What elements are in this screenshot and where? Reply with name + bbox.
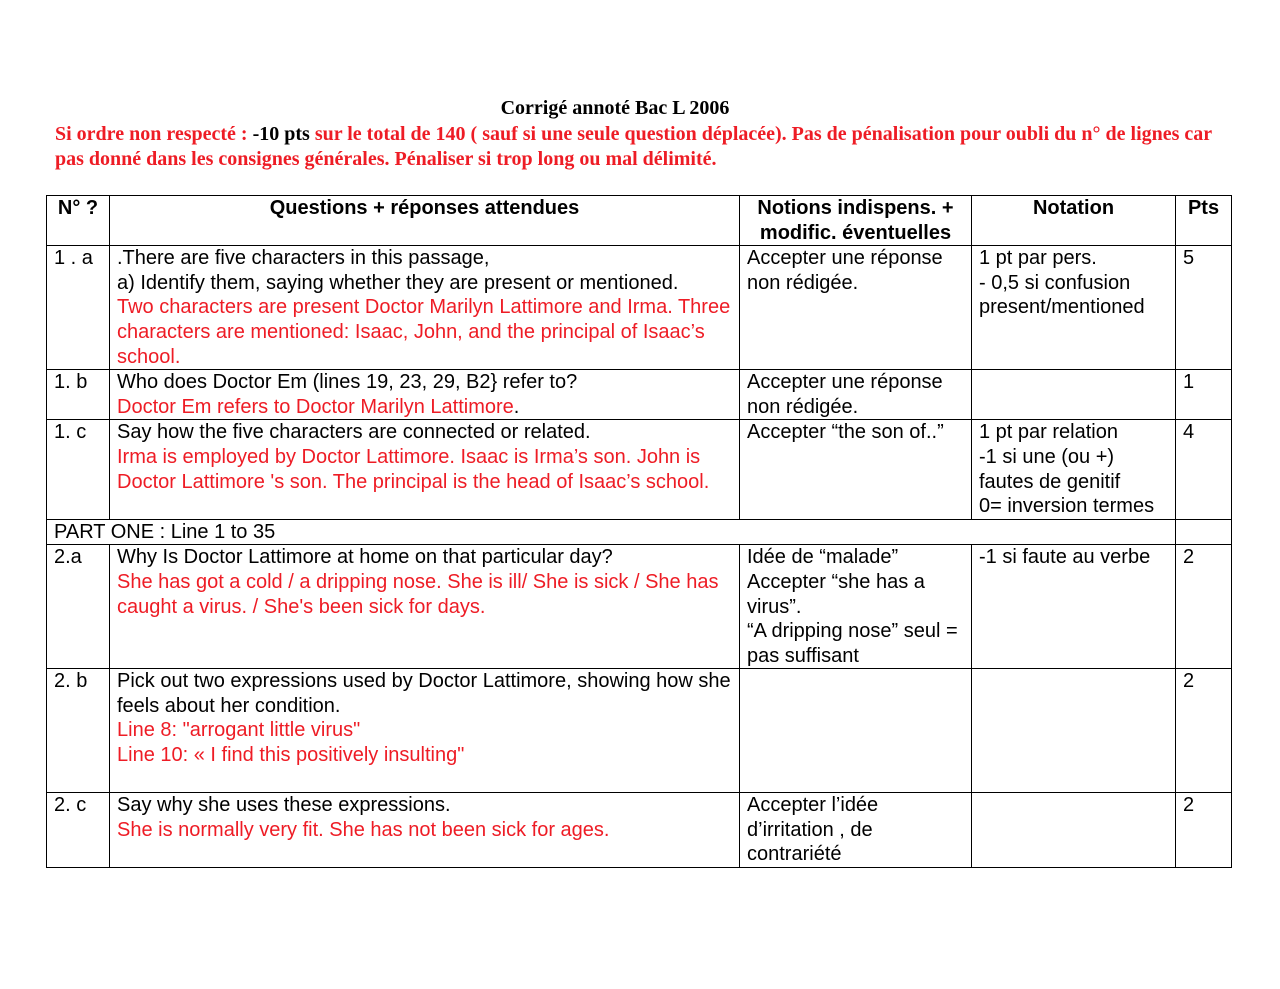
row-question <box>110 246 740 370</box>
notions-line: Idée de “malade” <box>747 546 899 569</box>
intro-paragraph <box>55 122 1245 172</box>
notation-line: 0= inversion termes <box>979 495 1155 518</box>
row-notation <box>972 246 1176 370</box>
answer-text: Irma is employed by Doctor Lattimore. Isaac is Irma’s son. John is Doctor Lattimore 's son. The principal is the head of Isaac’s school. <box>117 445 710 493</box>
answer-text: She is normally very fit. She has not been sick for ages. <box>117 818 610 841</box>
notions-line: “A dripping nose” seul = pas suffisant <box>747 620 958 667</box>
row-question <box>110 420 740 519</box>
notation-line: 1 pt par pers. <box>979 247 1097 270</box>
notation-line: -1 si une (ou +) fautes de genitif <box>979 445 1121 493</box>
header-notions-line1: Notions indispens. + <box>757 197 954 219</box>
row-notions <box>740 545 972 669</box>
notation-line: - 0,5 si confusion present/mentioned <box>979 271 1145 319</box>
row-pts: 2 <box>1176 793 1232 868</box>
question-text: .There are five characters in this passage, <box>117 247 490 270</box>
row-notation <box>972 420 1176 519</box>
row-pts: 5 <box>1176 246 1232 370</box>
header-notions-line2: modific. éventuelles <box>759 221 952 244</box>
answer-text: Doctor Em refers to Doctor Marilyn Lattimore <box>117 395 514 418</box>
answer-end: . <box>513 395 520 418</box>
section-pts <box>1176 519 1232 545</box>
table-row <box>47 545 1232 669</box>
row-notions: Accepter une réponse non rédigée. <box>740 370 972 420</box>
row-question <box>110 793 740 868</box>
row-notation <box>972 669 1176 793</box>
answer-text: Line 10: « I find this positively insulting" <box>117 744 465 767</box>
row-notation <box>972 793 1176 868</box>
row-pts: 1 <box>1176 370 1232 420</box>
row-pts: 2 <box>1176 669 1232 793</box>
table-row <box>47 370 1232 420</box>
table-row <box>47 669 1232 793</box>
table-header-row <box>47 196 1232 246</box>
answer-text: She has got a cold / a dripping nose. She is ill/ She is sick / She has caught a virus. / She's been sick for days. <box>117 570 719 618</box>
table-row <box>47 246 1232 370</box>
answer-line <box>117 395 732 420</box>
row-question <box>110 370 740 420</box>
row-notation <box>972 370 1176 420</box>
question-text: Who does Doctor Em (lines 19, 23, 29, B2} refer to? <box>117 371 578 394</box>
row-notions: Accepter l’idée d’irritation , de contrariété <box>740 793 972 868</box>
row-pts: 2 <box>1176 545 1232 669</box>
answer-text: Two characters are present Doctor Marilyn Lattimore and Irma. Three characters are mentioned: Isaac, John, and the principal of Isaac’s school. <box>117 296 731 368</box>
notation-line: 1 pt par relation <box>979 421 1118 444</box>
section-label: PART ONE : Line 1 to 35 <box>47 519 1176 545</box>
question-text: Pick out two expressions used by Doctor Lattimore, showing how she feels about her condition. <box>117 670 731 717</box>
table-row <box>47 420 1232 519</box>
notions-line: Accepter “she has a virus”. <box>747 570 925 618</box>
header-questions: Questions + réponses attendues <box>110 196 740 246</box>
table-row <box>47 793 1232 868</box>
row-num: 1 . a <box>47 246 110 370</box>
header-num: N° ? <box>47 196 110 246</box>
intro-text-start: Si ordre non respecté : <box>55 123 253 145</box>
row-question <box>110 669 740 793</box>
question-text: Say why she uses these expressions. <box>117 794 451 817</box>
row-num: 2. b <box>47 669 110 793</box>
row-pts: 4 <box>1176 420 1232 519</box>
header-pts: Pts <box>1176 196 1232 246</box>
answer-text: Line 8: "arrogant little virus" <box>117 719 361 742</box>
row-notions <box>740 669 972 793</box>
row-notation: -1 si faute au verbe <box>972 545 1176 669</box>
section-row <box>47 519 1232 545</box>
row-num: 2.a <box>47 545 110 669</box>
question-text: a) Identify them, saying whether they are present or mentioned. <box>117 271 679 294</box>
row-num: 2. c <box>47 793 110 868</box>
intro-text-rest: sur le total de 140 ( sauf si une seule question déplacée). Pas de pénalisation pour oubli du n° de lignes car pas donné dans les consignes générales. Pénaliser si trop long ou mal délimité. <box>55 123 1212 170</box>
document-title: Corrigé annoté Bac L 2006 <box>500 97 730 119</box>
row-num: 1. c <box>47 420 110 519</box>
answer-key-table <box>46 195 1232 868</box>
row-notions: Accepter une réponse non rédigée. <box>740 246 972 370</box>
intro-penalty: -10 pts <box>252 123 310 145</box>
question-text: Say how the five characters are connected or related. <box>117 421 591 444</box>
header-notions <box>740 196 972 246</box>
row-notions: Accepter “the son of..” <box>740 420 972 519</box>
row-num: 1. b <box>47 370 110 420</box>
row-question <box>110 545 740 669</box>
header-notation: Notation <box>972 196 1176 246</box>
question-text: Why Is Doctor Lattimore at home on that particular day? <box>117 546 613 569</box>
